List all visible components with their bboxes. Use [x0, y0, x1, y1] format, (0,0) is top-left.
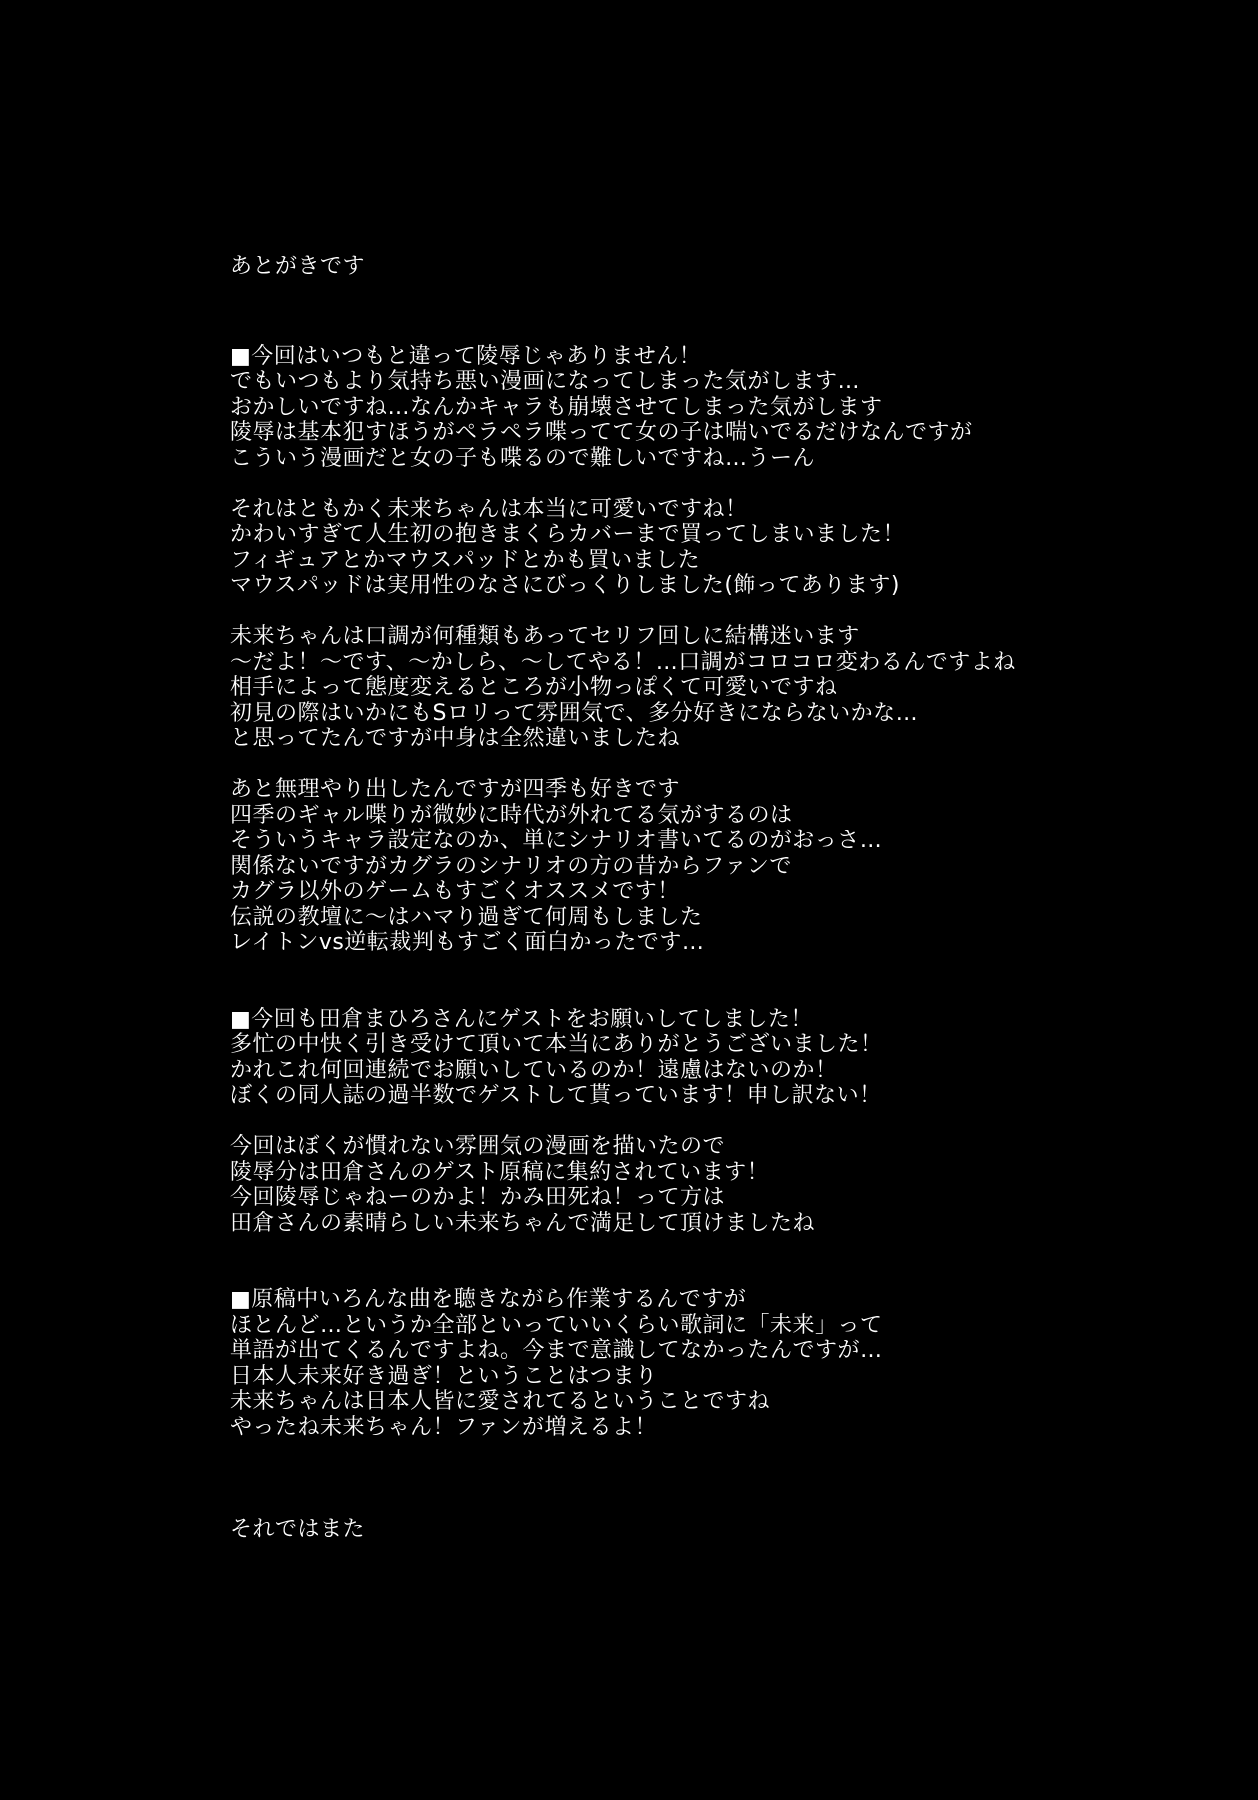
text-line: 日本人未来好き過ぎ！ということはつまり [230, 1363, 658, 1389]
section-2-paragraph-1 [230, 1007, 1130, 1109]
section-1-paragraph-2 [230, 497, 1130, 599]
text-line: やったね未来ちゃん！ファンが増えるよ！ [230, 1414, 658, 1440]
section-1-paragraph-4 [230, 777, 1130, 956]
text-line: かわいすぎて人生初の抱きまくらカバーまで買ってしまいました！ [230, 522, 906, 547]
text-line: あと無理やり出したんですが四季も好きです [230, 777, 681, 802]
text-line: そういうキャラ設定なのか、単にシナリオ書いてるのがおっさ… [230, 828, 883, 853]
text-line: 初見の際はいかにもSロリって雰囲気で、多分好きにならないかな… [230, 700, 919, 726]
text-line: ■今回も田倉まひろさんにゲストをお願いしてしました！ [230, 1006, 813, 1032]
section-3-paragraph-1 [230, 1287, 1130, 1440]
text-line: フィギュアとかマウスパッドとかも買いました [230, 547, 701, 573]
text-line: 今回はぼくが慣れない雰囲気の漫画を描いたので [230, 1134, 726, 1159]
text-line: カグラ以外のゲームもすごくオススメです！ [230, 879, 680, 904]
afterword-text [230, 254, 1130, 1543]
text-line: 陵辱分は田倉さんのゲスト原稿に集約されています！ [230, 1159, 770, 1185]
text-line: かれこれ何回連続でお願いしているのか！遠慮はないのか！ [230, 1057, 838, 1083]
text-line: 多忙の中快く引き受けて頂いて本当にありがとうございました！ [230, 1032, 883, 1057]
section-1-paragraph-3 [230, 624, 1130, 752]
text-line: 陵辱は基本犯すほうがペラペラ喋ってて女の子は喘いでるだけなんですが [230, 420, 973, 445]
text-line: おかしいですね…なんかキャラも崩壊させてしまった気がします [230, 394, 883, 420]
text-line: ■今回はいつもと違って陵辱じゃありません！ [230, 343, 702, 369]
text-line: でもいつもより気持ち悪い漫画になってしまった気がします… [230, 369, 861, 394]
afterword-closing: それではまた [230, 1517, 366, 1542]
text-line: 相手によって態度変えるところが小物っぽくて可愛いですね [230, 675, 838, 700]
text-line: ぼくの同人誌の過半数でゲストして貰っています！申し訳ない！ [230, 1083, 882, 1108]
text-line: 単語が出てくるんですよね。今まで意識してなかったんですが… [230, 1338, 883, 1363]
text-line: 四季のギャル喋りが微妙に時代が外れてる気がするのは [230, 802, 793, 828]
text-line: 伝説の教壇に～はハマり過ぎて何周もしました [230, 904, 703, 930]
afterword-title: あとがきです [230, 254, 366, 279]
text-line: レイトンvs逆転裁判もすごく面白かったです… [230, 930, 705, 955]
section-2-paragraph-2 [230, 1134, 1130, 1236]
section-1-paragraph-1 [230, 344, 1130, 472]
text-line: ほとんど…というか全部といっていいくらい歌詞に「未来」って [230, 1312, 883, 1338]
text-line: と思ってたんですが中身は全然違いましたね [230, 726, 681, 751]
text-line: ■原稿中いろんな曲を聴きながら作業するんですが [230, 1287, 747, 1312]
text-line: 関係ないですがカグラのシナリオの方の昔からファンで [230, 853, 792, 879]
text-line: 田倉さんの素晴らしい未来ちゃんで満足して頂けましたね [230, 1210, 816, 1236]
text-line: それはともかく未来ちゃんは本当に可愛いですね！ [230, 496, 748, 522]
text-line: マウスパッドは実用性のなさにびっくりしました(飾ってあります) [230, 573, 901, 598]
text-line: 今回陵辱じゃねーのかよ！かみ田死ね！って方は [230, 1185, 726, 1210]
text-line: 未来ちゃんは日本人皆に愛されてるということですね [230, 1389, 771, 1414]
text-line: こういう漫画だと女の子も喋るので難しいですね…うーん [230, 445, 816, 471]
text-line: 未来ちゃんは口調が何種類もあってセリフ回しに結構迷います [230, 624, 860, 649]
text-line: ～だよ！～です、～かしら、～してやる！…口調がコロコロ変わるんですよね [230, 649, 1016, 675]
